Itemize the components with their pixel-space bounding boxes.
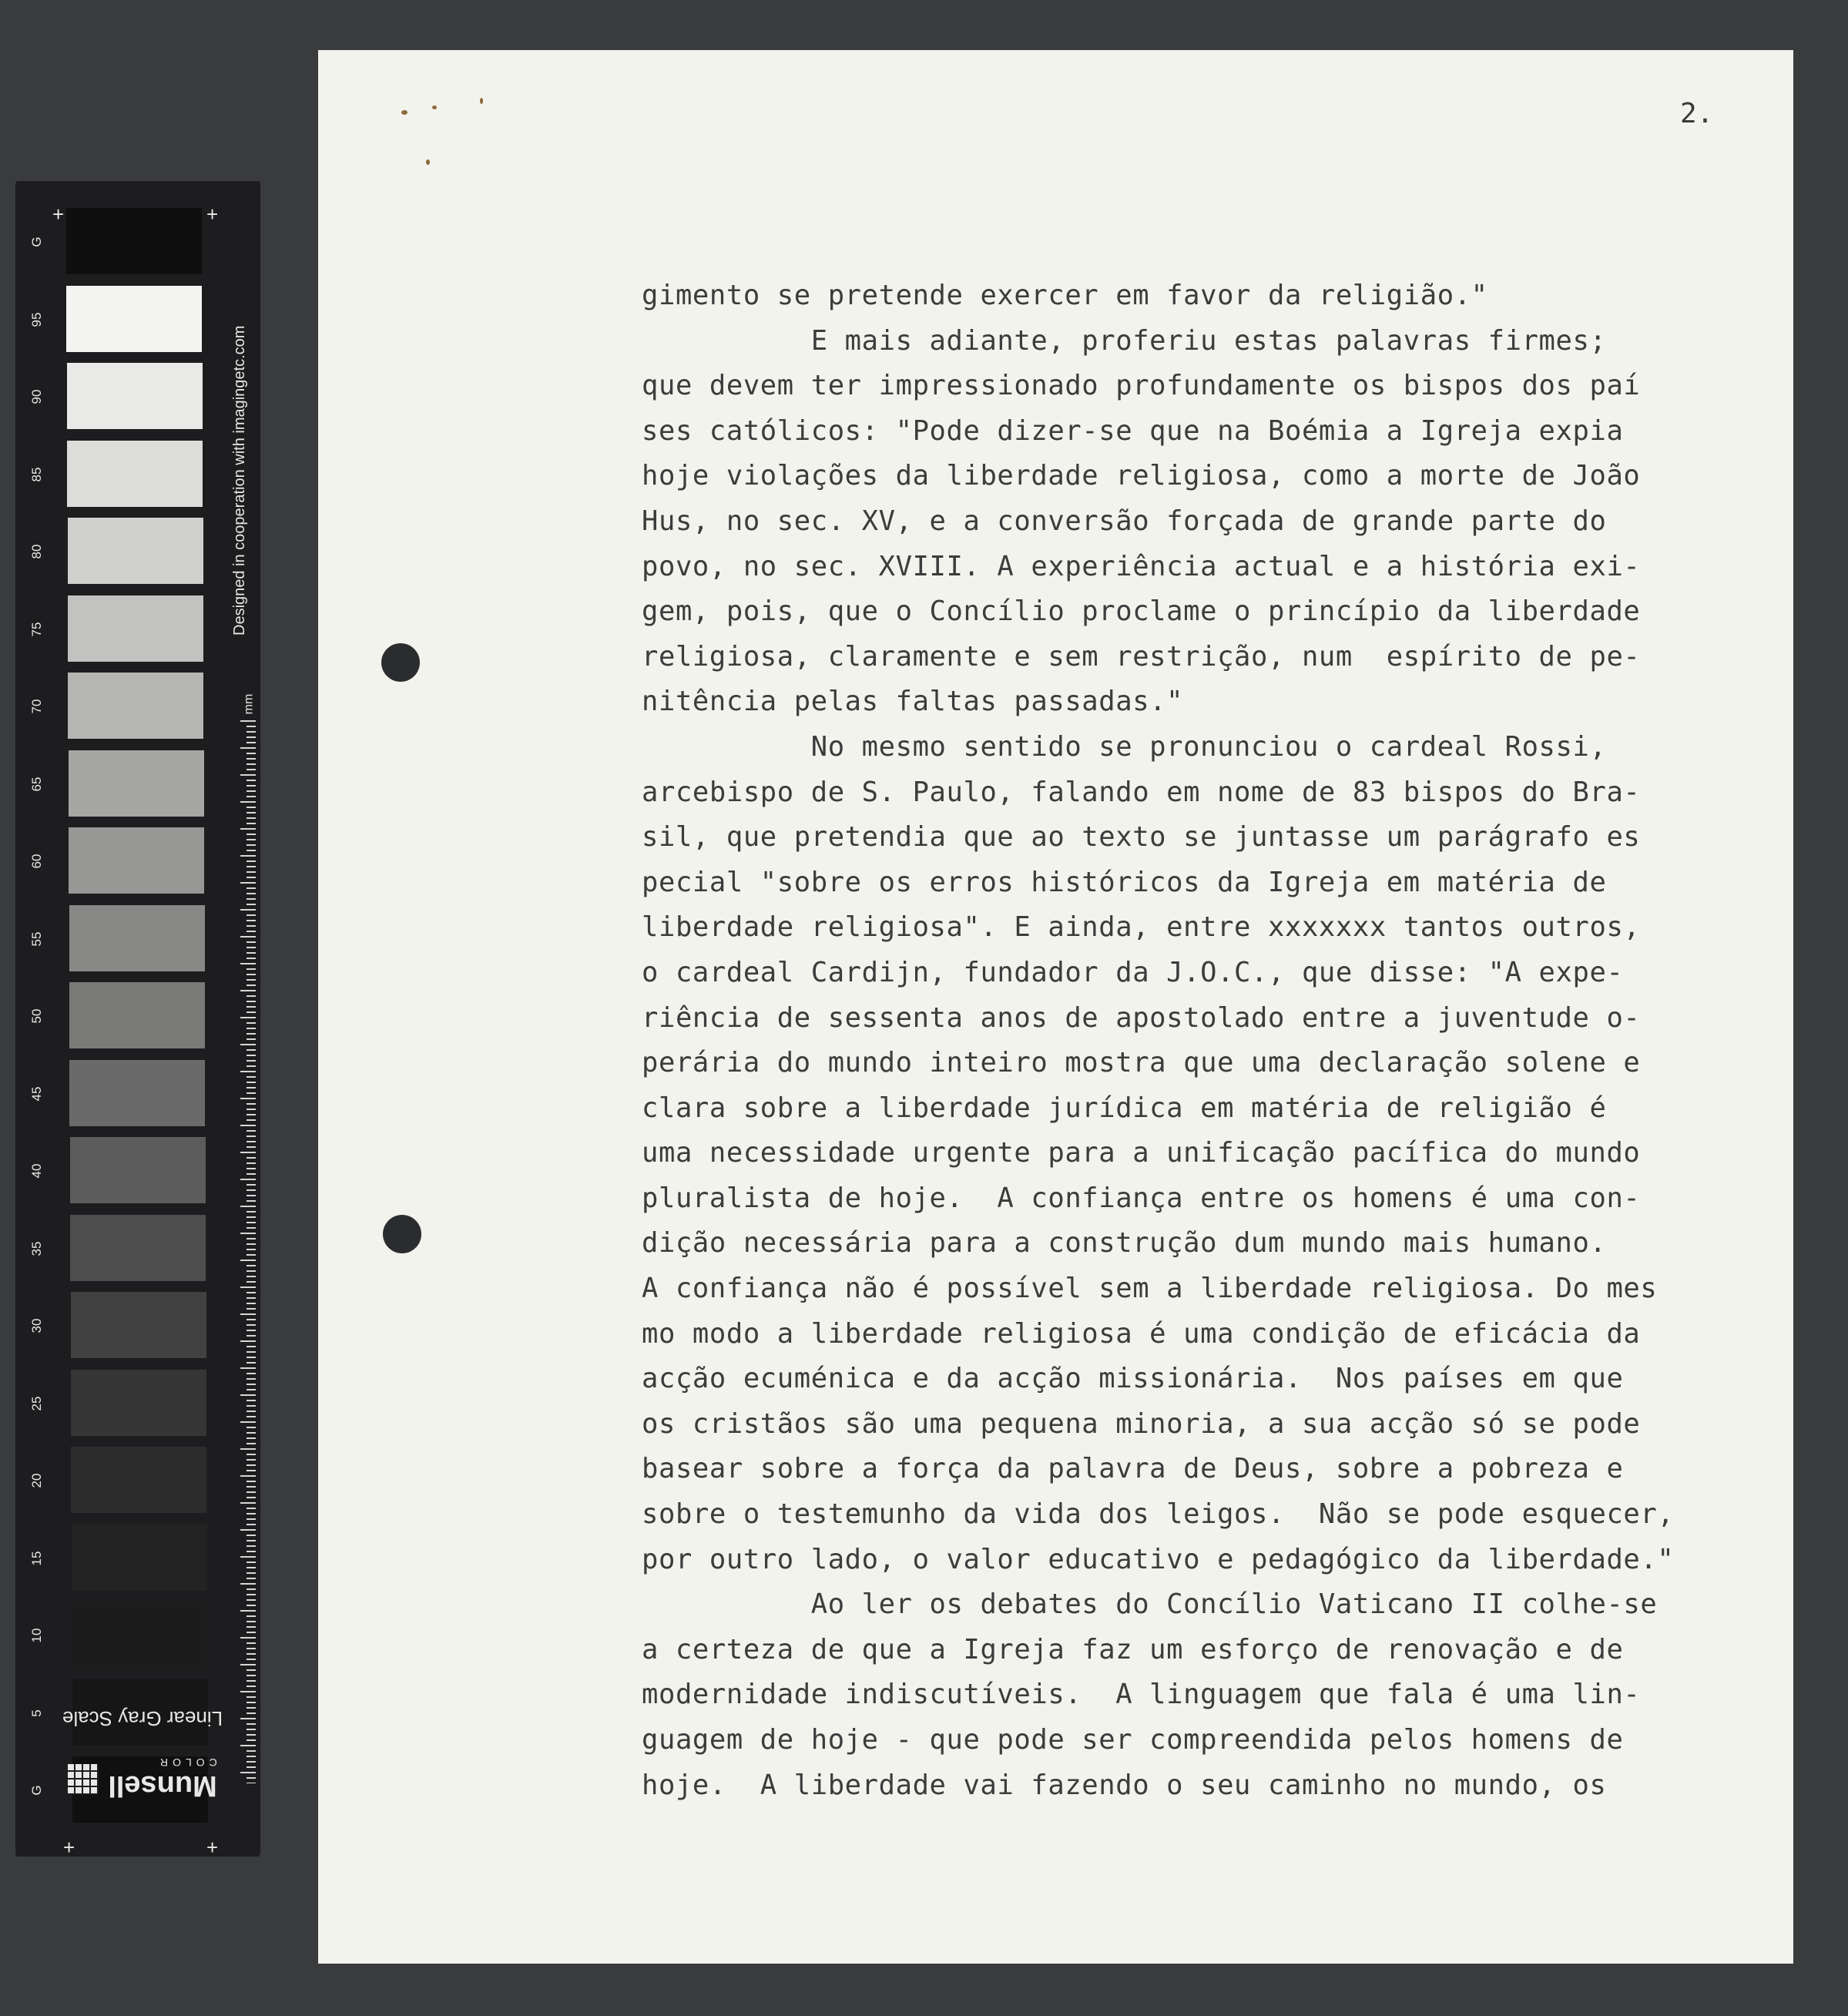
gray-patch-label: 35	[29, 1241, 44, 1256]
card-credit: Designed in cooperation with imagingetc.com	[231, 325, 248, 636]
gray-patch-label: 60	[29, 854, 44, 869]
gray-patch	[69, 905, 205, 971]
text-line: mo modo a liberdade religiosa é uma condição de eficácia da	[642, 1317, 1641, 1350]
gray-patch-label: 75	[29, 622, 44, 636]
gray-patch	[71, 1370, 206, 1436]
gray-patch-label: 45	[29, 1086, 44, 1101]
gray-patch	[72, 1525, 207, 1591]
text-line: arcebispo de S. Paulo, falando em nome de 83 bispos do Bra-	[642, 776, 1641, 808]
text-line: No mesmo sentido se pronunciou o cardeal Rossi,	[642, 730, 1607, 763]
text-line: por outro lado, o valor educativo e pedagógico da liberdade."	[642, 1543, 1675, 1575]
typewritten-page	[318, 50, 1793, 1964]
text-line: o cardeal Cardijn, fundador da J.O.C., que disse: "A expe-	[642, 956, 1624, 988]
gray-patch-label: 15	[29, 1551, 44, 1565]
text-line: uma necessidade urgente para a unificação pacífica do mundo	[642, 1137, 1641, 1169]
text-line: modernidade indiscutíveis. A linguagem que fala é uma lin-	[642, 1679, 1641, 1711]
gray-patch-label: G	[29, 236, 44, 247]
gray-patch-label: 50	[29, 1008, 44, 1024]
gray-patch-label: 85	[29, 467, 44, 481]
page-number: 2.	[1680, 98, 1714, 129]
text-line: Hus, no sec. XV, e a conversão forçada de grande parte do	[642, 505, 1607, 537]
gray-patch-label: G	[29, 1785, 44, 1796]
body-text	[642, 273, 1782, 1808]
mm-label: mm	[242, 693, 256, 715]
gray-patch	[70, 1215, 206, 1281]
crosshair-top-left: +	[52, 203, 65, 226]
gray-patch	[68, 595, 203, 662]
gray-patch	[68, 673, 203, 739]
gray-patch-label: 10	[29, 1628, 44, 1643]
text-line: pecial "sobre os erros históricos da Igreja em matéria de	[642, 866, 1607, 898]
stain-speck	[401, 110, 407, 115]
crosshair-top-right: +	[206, 203, 219, 226]
text-line: perária do mundo inteiro mostra que uma declaração solene e	[642, 1047, 1641, 1079]
text-line: gimento se pretende exercer em favor da religião."	[642, 280, 1488, 311]
gray-patch	[71, 1447, 206, 1513]
text-line: nitência pelas faltas passadas."	[642, 686, 1184, 718]
text-line: povo, no sec. XVIII. A experiência actual e a história exi-	[642, 550, 1641, 582]
gray-patch	[71, 1292, 206, 1358]
gray-patch-label: 55	[29, 931, 44, 946]
brand-sub: COLOR	[155, 1756, 217, 1769]
gray-patch	[68, 518, 203, 584]
text-line: clara sobre a liberdade jurídica em matéria de religião é	[642, 1092, 1607, 1124]
gray-patch-label: 90	[29, 389, 44, 404]
gray-patch	[69, 1060, 205, 1126]
text-line: pluralista de hoje. A confiança entre os homens é uma con-	[642, 1182, 1641, 1214]
text-line: sil, que pretendia que ao texto se juntasse um parágrafo es	[642, 821, 1641, 854]
gray-patch-label: 5	[29, 1709, 44, 1717]
text-line: gem, pois, que o Concílio proclame o princípio da liberdade	[642, 595, 1641, 628]
brand-block	[54, 1753, 231, 1806]
text-line: os cristãos são uma pequena minoria, a sua acção só se pode	[642, 1407, 1641, 1440]
gray-patch	[69, 827, 204, 894]
gray-patch-label: 65	[29, 777, 44, 791]
gray-patch-label: 20	[29, 1473, 44, 1488]
text-line: liberdade religiosa". E ainda, entre xxxxxxx tantos outros,	[642, 911, 1641, 944]
stain-speck	[432, 106, 437, 109]
punch-hole-upper	[381, 643, 420, 682]
brand-name: Munsell	[108, 1769, 217, 1803]
text-line: ses católicos: "Pode dizer-se que na Boémia a Igreja expia	[642, 414, 1624, 447]
munsell-logo-icon	[68, 1764, 99, 1795]
gray-patch	[69, 982, 205, 1048]
gray-patch	[67, 363, 203, 429]
gray-patch	[66, 286, 202, 352]
gray-patch	[72, 1602, 207, 1668]
text-line: religiosa, claramente e sem restrição, num espírito de pe-	[642, 640, 1641, 673]
text-line: basear sobre a força da palavra de Deus, sobre a pobreza e	[642, 1453, 1624, 1485]
text-line: acção ecuménica e da acção missionária. Nos países em que	[642, 1363, 1624, 1395]
text-line: riência de sessenta anos de apostolado entre a juventude o-	[642, 1001, 1641, 1034]
text-line: A confiança não é possível sem a liberdade religiosa. Do mes	[642, 1273, 1658, 1305]
text-line: E mais adiante, proferiu estas palavras firmes;	[642, 324, 1607, 357]
gray-patch	[66, 208, 202, 274]
stain-speck	[426, 159, 430, 165]
gray-patch-label: 70	[29, 699, 44, 714]
text-line: hoje violações da liberdade religiosa, como a morte de João	[642, 460, 1641, 492]
gray-patch-label: 95	[29, 312, 44, 327]
text-line: dição necessária para a construção dum mundo mais humano.	[642, 1227, 1607, 1260]
crosshair-bottom-right: +	[206, 1836, 219, 1859]
text-line: a certeza de que a Igreja faz um esforço de renovação e de	[642, 1633, 1624, 1665]
gray-scale-card	[15, 181, 260, 1857]
text-line: Ao ler os debates do Concílio Vaticano II colhe-se	[642, 1588, 1658, 1621]
gray-patch-label: 30	[29, 1318, 44, 1333]
text-line: guagem de hoje - que pode ser compreendida pelos homens de	[642, 1724, 1624, 1756]
mm-ruler	[240, 720, 256, 1783]
punch-hole-lower	[383, 1215, 421, 1253]
gray-patch-label: 40	[29, 1163, 44, 1179]
gray-patch	[67, 441, 203, 507]
gray-patch-label: 25	[29, 1396, 44, 1411]
text-line: que devem ter impressionado profundamente os bispos dos paí	[642, 370, 1641, 402]
text-line: sobre o testemunho da vida dos leigos. Não se pode esquecer,	[642, 1498, 1675, 1531]
scale-title: Linear Gray Scale	[62, 1707, 223, 1730]
crosshair-bottom-left: +	[63, 1836, 75, 1859]
gray-patch	[69, 750, 204, 817]
text-line: hoje. A liberdade vai fazendo o seu caminho no mundo, os	[642, 1769, 1607, 1801]
gray-patch	[70, 1137, 206, 1203]
stain-speck	[480, 98, 483, 104]
gray-patch-label: 80	[29, 544, 44, 559]
